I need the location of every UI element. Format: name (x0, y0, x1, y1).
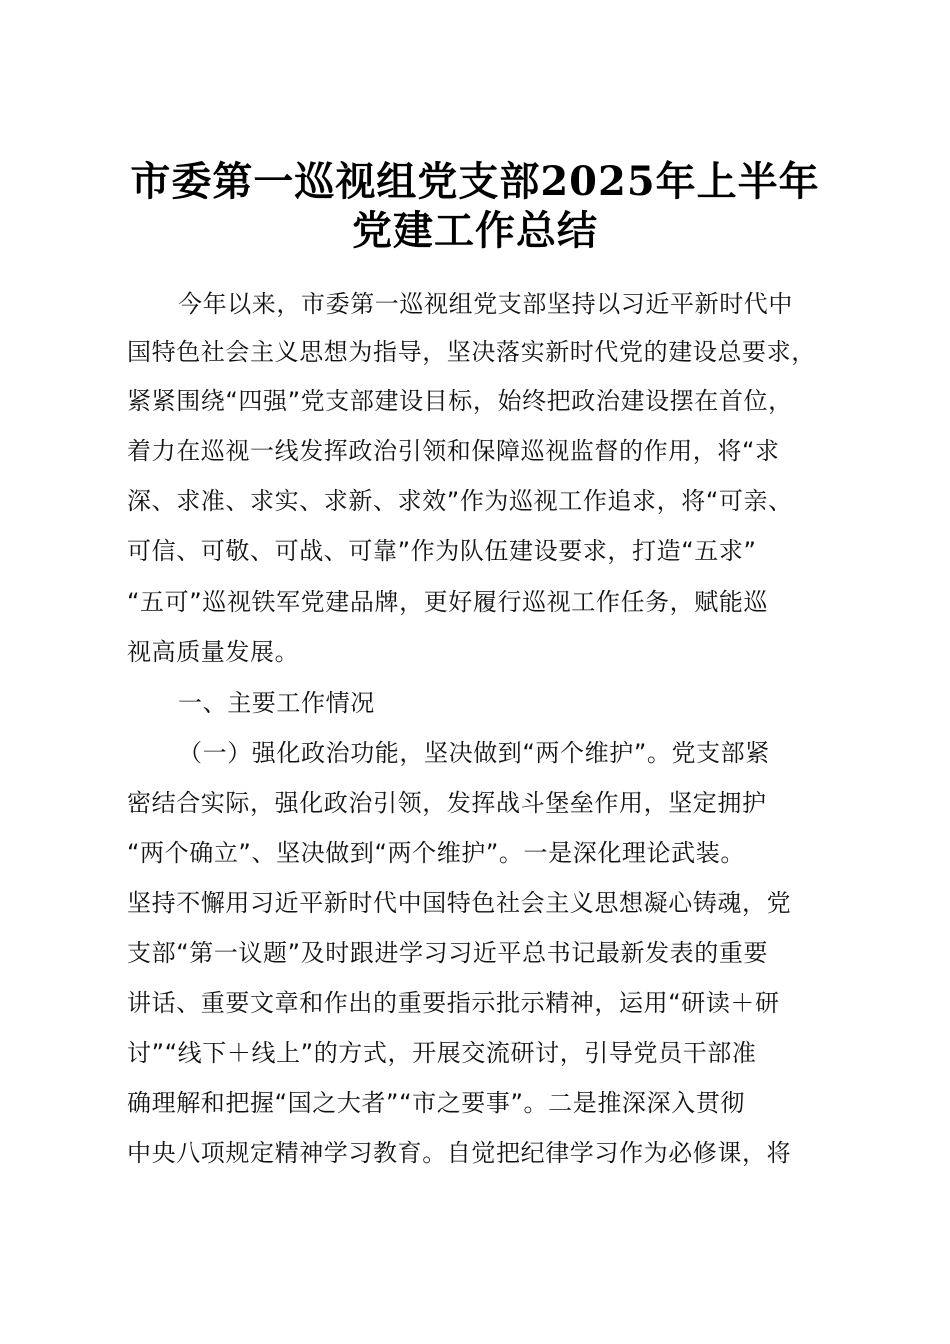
paragraph-1-line-4: 着力在巡视一线发挥政治引领和保障巡视监督的作用，将“求 (127, 437, 780, 465)
paragraph-2-line-9: 中央八项规定精神学习教育。自觉把纪律学习作为必修课，将 (127, 1139, 792, 1167)
paragraph-1-line-3: 紧紧围绕“四强”党支部建设目标，始终把政治建设摆在首位， (127, 387, 793, 415)
paragraph-2-line-2: 密结合实际，强化政治引领，发挥战斗堡垒作用，坚定拥护 (127, 789, 767, 817)
paragraph-1-line-2: 国特色社会主义思想为指导，坚决落实新时代党的建设总要求， (127, 338, 816, 366)
paragraph-2-line-7: 讨”“线下＋线上”的方式，开展交流研讨，引导党员干部准 (127, 1039, 757, 1067)
paragraph-1-line-7: “五可”巡视铁军党建品牌，更好履行巡视工作任务，赋能巡 (127, 588, 769, 616)
document-title-line-1: 市委第一巡视组党支部2025年上半年 (130, 158, 820, 205)
section-heading-main-work: 一、主要工作情况 (178, 689, 375, 717)
paragraph-2-line-6: 讲话、重要文章和作出的重要指示批示精神，运用“研读＋研 (127, 989, 780, 1017)
paragraph-2-line-5: 支部“第一议题”及时跟进学习习近平总书记最新发表的重要 (127, 939, 769, 967)
paragraph-1-line-8: 视高质量发展。 (127, 638, 300, 666)
paragraph-2-line-1: （一）强化政治功能，坚决做到“两个维护”。党支部紧 (178, 739, 770, 767)
paragraph-1-line-6: 可信、可敬、可战、可靠”作为队伍建设要求，打造“五求” (127, 537, 757, 565)
paragraph-2-line-8: 确理解和把握“国之大者”“市之要事”。二是推深深入贯彻 (127, 1089, 745, 1117)
paragraph-1-line-1: 今年以来，市委第一巡视组党支部坚持以习近平新时代中 (178, 290, 793, 318)
paragraph-1-line-5: 深、求准、求实、求新、求效”作为巡视工作追求，将“可亲、 (127, 487, 793, 515)
paragraph-2-line-4: 坚持不懈用习近平新时代中国特色社会主义思想凝心铸魂，党 (127, 889, 792, 917)
document-title-line-2: 党建工作总结 (352, 207, 598, 254)
paragraph-2-line-3: “两个确立”、坚决做到“两个维护”。一是深化理论武装。 (127, 839, 745, 867)
